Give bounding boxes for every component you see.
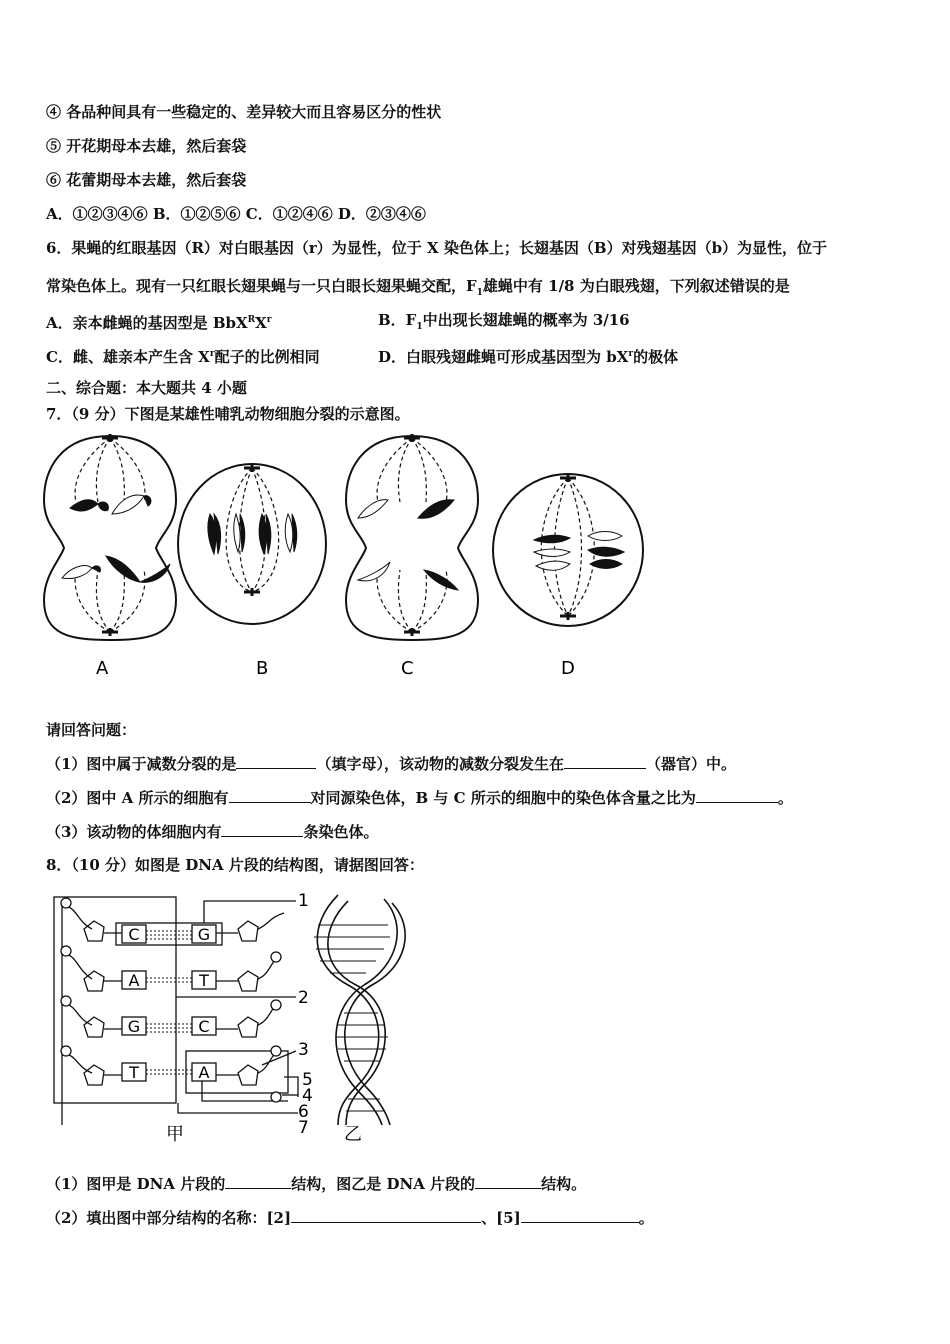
- q7-part1: （1）图中属于减数分裂的是 （填字母），该动物的减数分裂发生在 （器官）中。: [46, 755, 736, 773]
- q5-answer-options: A．①②③④⑥ B．①②⑤⑥ C．①②④⑥ D．②③④⑥: [46, 205, 426, 223]
- cell-label-b: B: [256, 658, 269, 679]
- cell-b-membrane: [178, 464, 326, 624]
- answer-blank[interactable]: [225, 1173, 291, 1189]
- answer-blank[interactable]: [236, 753, 316, 769]
- base-a-left: A: [128, 971, 140, 990]
- q6-option-c: C．雌、雄亲本产生含 $X^r$配子的比例相同: [46, 348, 320, 366]
- base-c-right: C: [198, 1017, 210, 1036]
- answer-blank[interactable]: [291, 1207, 481, 1223]
- option-4-text: ④ 各品种间具有一些稳定的、差异较大而且容易区分的性状: [46, 103, 442, 121]
- answer-blank[interactable]: [696, 787, 778, 803]
- label-2: 2: [298, 988, 309, 1008]
- cell-division-figure: [40, 430, 660, 690]
- cell-label-d: D: [561, 658, 575, 679]
- q6-option-d: D．白眼残翅雌蝇可形成基因型为 $bX^r$的极体: [378, 348, 679, 366]
- label-4: 4: [302, 1086, 313, 1106]
- answer-blank[interactable]: [229, 787, 311, 803]
- answer-blank[interactable]: [221, 821, 303, 837]
- label-6: 6: [298, 1102, 309, 1122]
- q6-option-a: A．亲本雌蝇的基因型是 $BbX^RX^r$: [46, 314, 272, 332]
- q7-prompt: 请回答问题：: [46, 721, 137, 739]
- label-7: 7: [298, 1118, 309, 1138]
- q6-stem-line2: 常染色体上。现有一只红眼长翅果蝇与一只白眼长翅果蝇交配，$F_1$雄蝇中有 1/8 为白眼残翅，下列叙述错误的是: [46, 277, 790, 298]
- answer-blank[interactable]: [521, 1207, 639, 1223]
- figure-label-yi: 乙: [344, 1124, 362, 1145]
- label-1: 1: [298, 891, 309, 911]
- base-t-left: T: [129, 1063, 139, 1082]
- base-c-left: C: [128, 925, 140, 944]
- helix-strand-3: [336, 899, 397, 1125]
- q7-part2: （2）图中 A 所示的细胞有 对同源染色体，B 与 C 所示的细胞中的染色体含量之比为 。: [46, 789, 793, 807]
- figure-label-jia: 甲: [166, 1124, 184, 1145]
- cell-a-membrane: [44, 436, 176, 640]
- q6-stem-line1: 6．果蝇的红眼基因（R）对白眼基因（r）为显性，位于 X 染色体上；长翅基因（B）对残翅基因（b）为显性，位于: [46, 239, 828, 257]
- base-t-right: T: [199, 971, 209, 990]
- base-g-left: G: [127, 1017, 141, 1036]
- q8-stem: 8．（10 分）如图是 DNA 片段的结构图，请据图回答：: [46, 856, 424, 874]
- section-2-heading: 二、综合题：本大题共 4 小题: [46, 379, 247, 397]
- label-5: 5: [302, 1070, 313, 1090]
- label-3: 3: [298, 1040, 309, 1060]
- option-6-text: ⑥ 花蕾期母本去雄，然后套袋: [46, 171, 247, 189]
- q8-part1: （1）图甲是 DNA 片段的 结构，图乙是 DNA 片段的 结构。: [46, 1175, 587, 1193]
- q7-part3: （3）该动物的体细胞内有 条染色体。: [46, 823, 379, 841]
- base-a-right: A: [198, 1063, 210, 1082]
- dna-structure-figure: [48, 885, 428, 1145]
- cell-c-membrane: [346, 436, 478, 640]
- cell-label-a: A: [96, 658, 109, 679]
- q7-stem: 7．（9 分）下图是某雄性哺乳动物细胞分裂的示意图。: [46, 405, 410, 423]
- answer-blank[interactable]: [475, 1173, 541, 1189]
- answer-blank[interactable]: [564, 753, 646, 769]
- option-5-text: ⑤ 开花期母本去雄，然后套袋: [46, 137, 247, 155]
- q8-part2: （2）填出图中部分结构的名称：[2] 、[5] 。: [46, 1209, 654, 1227]
- q6-option-b: B．$F_1$中出现长翅雄蝇的概率为 3/16: [378, 311, 630, 332]
- base-g-right: G: [197, 925, 211, 944]
- cell-label-c: C: [401, 658, 414, 679]
